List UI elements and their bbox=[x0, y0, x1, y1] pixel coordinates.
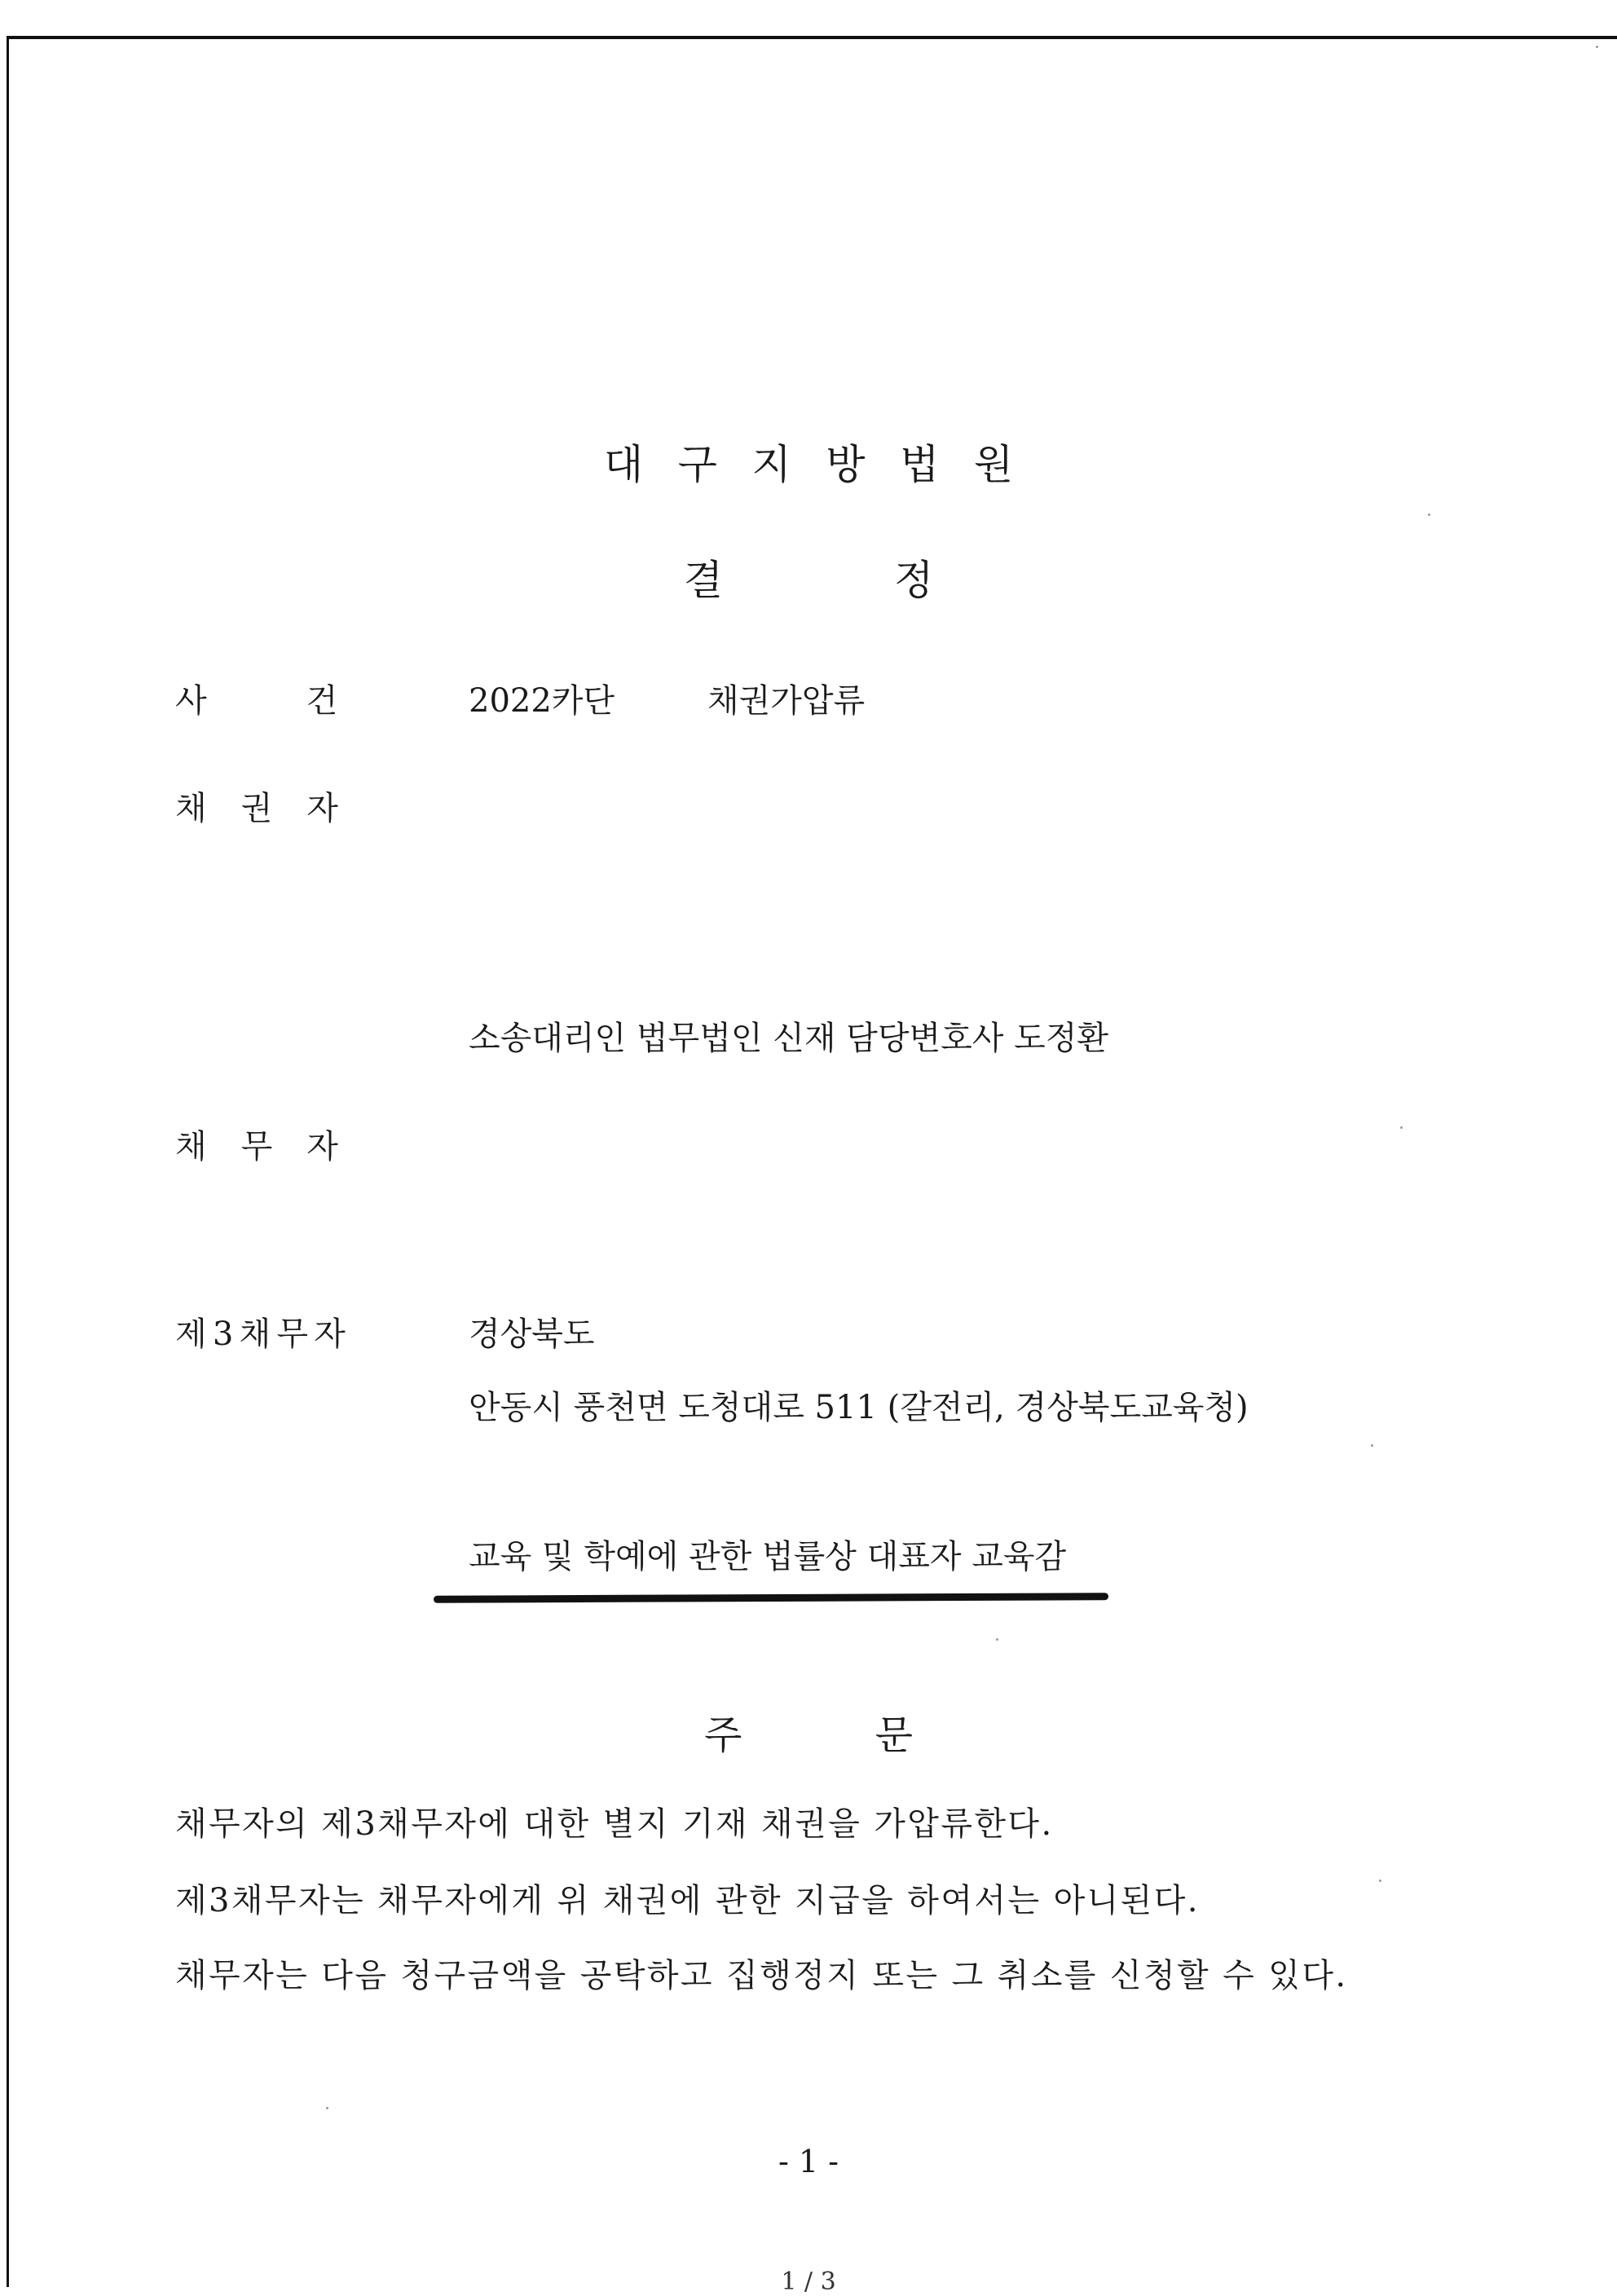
order-line: 제3채무자는 채무자에게 위 채권에 관한 지급을 하여서는 아니된다. bbox=[175, 1882, 1200, 1919]
creditor-representative: 소송대리인 법무법인 신재 담당변호사 도정환 bbox=[469, 1020, 1109, 1057]
scan-speck bbox=[1596, 46, 1598, 48]
creditor-label: 채권자 bbox=[175, 790, 372, 827]
scan-speck bbox=[1371, 1444, 1373, 1447]
document-type: 결정 bbox=[683, 557, 1105, 604]
third-debtor-address: 안동시 풍천면 도청대로 511 (갈전리, 경상북도교육청) bbox=[469, 1389, 1249, 1426]
court-name: 대구지방법원 bbox=[603, 441, 1048, 488]
page-border-left bbox=[7, 36, 9, 2287]
scan-speck bbox=[326, 2107, 328, 2109]
scan-speck bbox=[1379, 1880, 1381, 1882]
order-line: 채무자의 제3채무자에 대한 별지 기재 채권을 가압류한다. bbox=[175, 1805, 1054, 1843]
case-number: 2022카단 bbox=[469, 682, 615, 720]
order-line: 채무자는 다음 청구금액을 공탁하고 집행정지 또는 그 취소를 신청할 수 있다. bbox=[175, 1957, 1348, 1994]
case-title: 채권가압류 bbox=[707, 682, 866, 720]
third-debtor-name: 경상북도 bbox=[469, 1315, 595, 1353]
debtor-label: 채무자 bbox=[175, 1128, 372, 1166]
third-debtor-label: 제3채무자 bbox=[175, 1315, 352, 1353]
scan-speck bbox=[1428, 513, 1430, 516]
page-number: - 1 - bbox=[778, 2144, 839, 2179]
page-border-top bbox=[7, 36, 1617, 39]
order-title: 주문 bbox=[704, 1712, 1046, 1758]
page-count: 1 / 3 bbox=[781, 2267, 836, 2296]
case-label: 사건 bbox=[175, 682, 438, 720]
highlight-underline bbox=[434, 1593, 1108, 1603]
third-debtor-representative: 교육 및 학예에 관한 법률상 대표자 교육감 bbox=[469, 1538, 1067, 1575]
scan-speck bbox=[1400, 1126, 1403, 1129]
scan-speck bbox=[996, 1638, 998, 1641]
